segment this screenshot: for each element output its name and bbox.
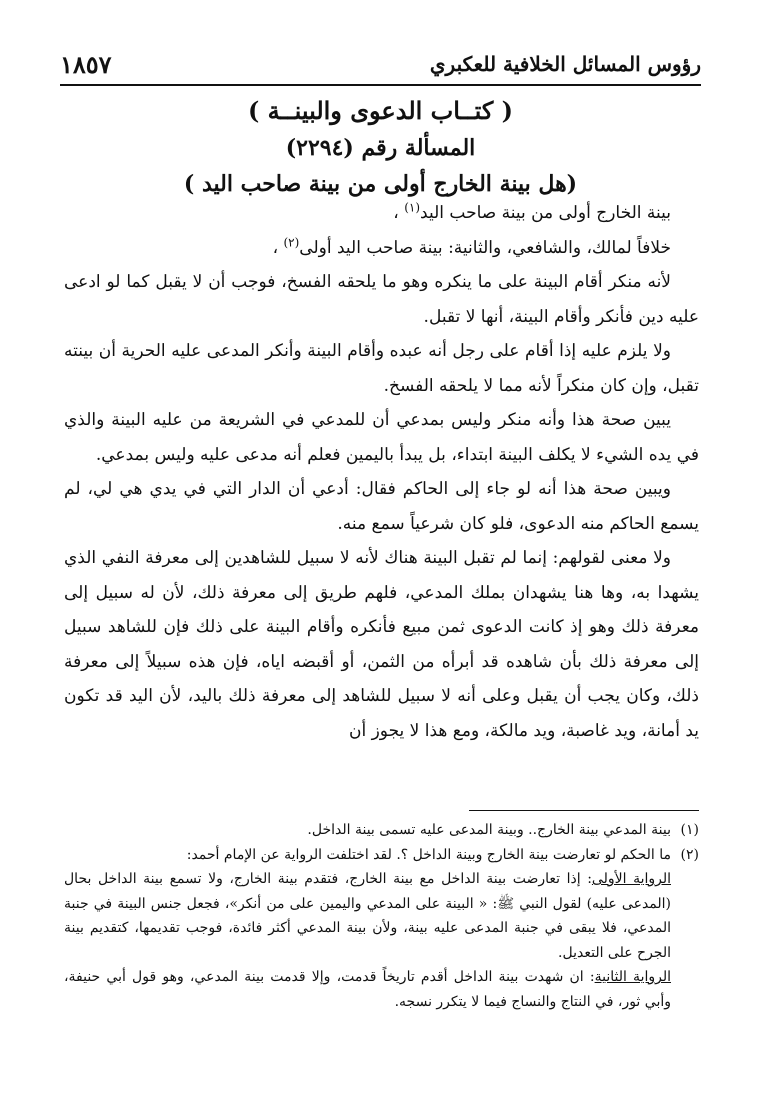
- narration-2-label: الرواية الثانية: [594, 969, 671, 985]
- footnotes: [64, 818, 699, 1014]
- main-text: [64, 196, 699, 748]
- page-number: ١٨٥٧: [60, 49, 112, 79]
- footnote-2: [64, 843, 699, 868]
- paragraph-1-text: بينة الخارج أولى من بينة صاحب اليد: [420, 203, 671, 223]
- page-header: [60, 44, 701, 86]
- paragraph-4: ولا يلزم عليه إذا أقام على رجل أنه عبده وأقام البينة وأنكر المدعى عليه الحرية أن بينته تقبل، وإن كان منكراً لأنه مما لا يلحقه الفسخ.: [64, 341, 699, 396]
- footnote-divider: [469, 810, 699, 811]
- narration-1-text: : إذا تعارضت بينة الداخل مع بينة الخارج، فتقدم بينة الخارج، ولا تسمع بينة الداخل بحال (المدعى عليه) لقول النبي ﷺ: « البينة على المدعي واليمين على من أنكر»، فجعل جنس البينة في جنبة المدعي، فلا يبقى في جنبة المدعى عليه بينة، ولأن بينة المدعي أكثر فائدة، فوجب تقديمها، كتقديم بينة الجرح على التعديل.: [64, 871, 671, 961]
- footnote-ref-2: (٢): [283, 234, 300, 249]
- footnote-2-text: ما الحكم لو تعارضت بينة الخارج وبينة الداخل ؟. لقد اختلفت الرواية عن الإمام أحمد:: [186, 846, 671, 863]
- footnote-1-number: (١): [680, 822, 699, 838]
- footnote-1: [64, 818, 699, 843]
- narration-2-text: : ان شهدت بينة الداخل أقدم تاريخاً قدمت، وإلا قدمت بينة المدعي، وهو قول أبي حنيفة، وأبي ثور، في النتاج والنساج فيما لا يتكرر نسجه.: [64, 969, 671, 1010]
- footnote-2-narration-1: [64, 867, 699, 965]
- paragraph-6: ويبين صحة هذا أنه لو جاء إلى الحاكم فقال: أدعي أن الدار التي في يدي هي لي، لم يسمع الحاكم منه الدعوى، فلو كان شرعياً سمع منه.: [64, 479, 699, 534]
- paragraph-2: [64, 231, 699, 266]
- running-title: رؤوس المسائل الخلافية للعكبري: [429, 52, 701, 76]
- footnote-1-text: بينة المدعي بينة الخارج.. وبينة المدعى عليه تسمى بينة الداخل.: [307, 822, 671, 838]
- paragraph-1: [64, 196, 699, 231]
- section-headings: [60, 92, 701, 202]
- footnote-2-number: (٢): [680, 846, 699, 863]
- paragraph-3: لأنه منكر أقام البينة على ما ينكره وهو ما يلحقه الفسخ، فوجب أن لا يقبل كما لو ادعى عليه دين فأنكر وأقام البينة، أنها لا تقبل.: [64, 272, 699, 327]
- narration-1-label: الرواية الأولى: [591, 871, 671, 887]
- issue-number: المسألة رقم (٢٢٩٤): [285, 135, 476, 161]
- issue-question: (هل بينة الخارج أولى من بينة صاحب اليد ): [183, 171, 578, 197]
- paragraph-5: يبين صحة هذا وأنه منكر وليس بمدعي أن للمدعي في الشريعة من عليه البينة والذي في يده الشيء لا يكلف البينة ابتداء، بل يبدأ باليمين فعلم أنه مدعى عليه وليس بمدعي.: [64, 410, 699, 465]
- paragraph-2-end: ،: [272, 237, 279, 258]
- footnote-2-narration-2: [64, 965, 699, 1014]
- paragraph-7: ولا معنى لقولهم: إنما لم تقبل البينة هناك لأنه لا سبيل للشاهدين إلى معرفة النفي الذي يشهدا به، وها هنا يشهدان بملك المدعي، فلهم طريق إلى معرفة ذلك، لأن له سبيل إلى معرفة ذلك وهو إذ كانت الدعوى ثمن مبيع فأنكره وأقام البينة على ذلك فإن للشاهد سبيل إلى معرفة ذلك بأن شاهده قد أبرأه من الثمن، أو أقبضه اياه، فإن هذه سبيلاً إلى معرفة ذلك، وكان يجب أن يقبل وعلى أنه لا سبيل للشاهد إلى معرفة ذلك باليد، لأن اليد قد تكون يد أمانة، ويد غاصبة، ويد مالكة، ومع هذا لا يجوز أن: [64, 548, 699, 741]
- paragraph-1-end: ،: [393, 203, 399, 223]
- book-title: ( كتــاب الدعوى والبينــة ): [247, 96, 514, 125]
- paragraph-2-text: خلافاً لمالك، والشافعي، والثانية: بينة صاحب اليد أولى: [299, 237, 671, 258]
- footnote-ref-1: (١): [404, 200, 421, 215]
